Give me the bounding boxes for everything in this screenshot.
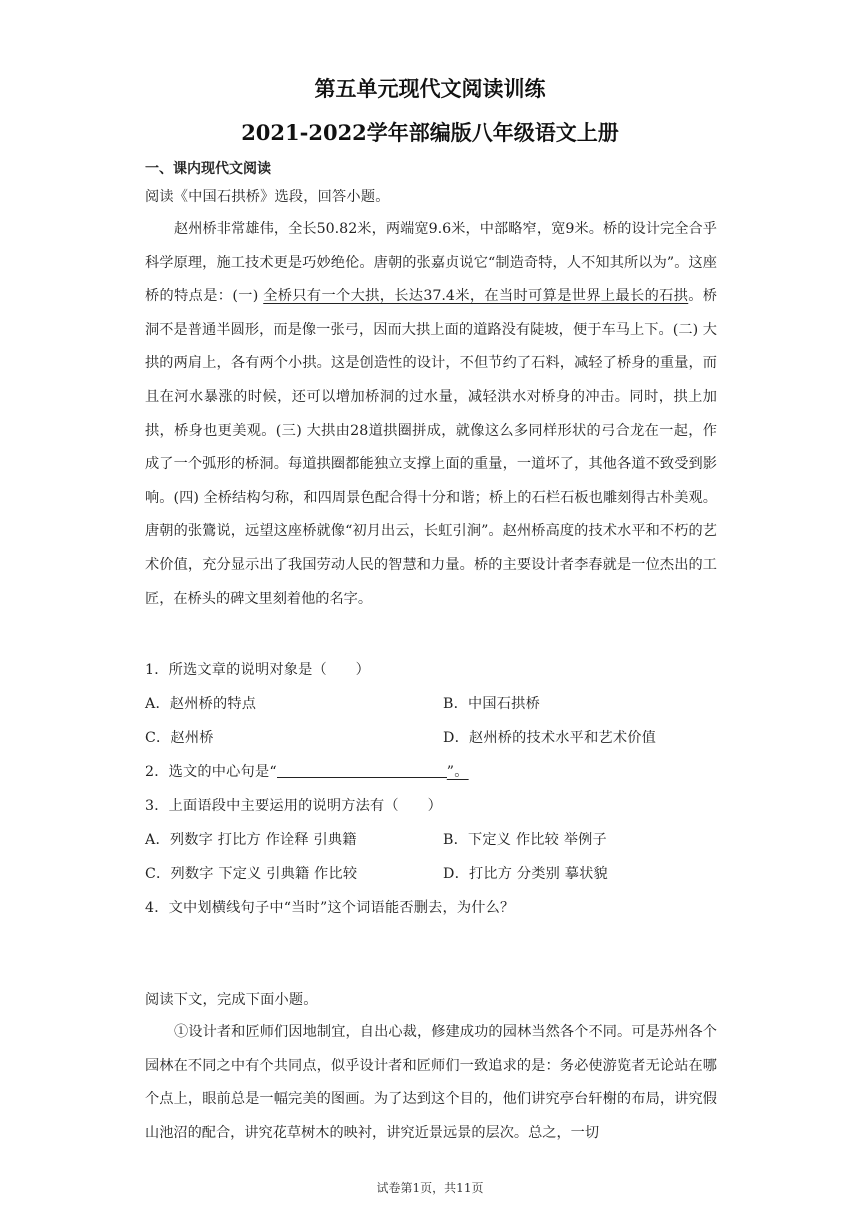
page-footer: 试卷第1页，共11页 — [376, 1181, 484, 1195]
passage-paragraph-1: ①设计者和匠师们因地制宜，自出心裁，修建成功的园林当然各个不同。可是苏州各个园林在不同之中有个共同点，似乎设计者和匠师们一致追求的是：务必使游览者无论站在哪个点上，眼前总是一幅完美的图画。为了达到这个目的，他们讲究亭台轩榭的布局，讲究假山池沼的配合，讲究花草树木的映衬，讲究近景远景的层次。总之，一切 — [145, 1024, 717, 1141]
passage-suzhou-gardens — [145, 1016, 717, 1150]
q3-option-d[interactable]: D．打比方 分类别 摹状貌 — [443, 866, 608, 882]
section-heading: 一、课内现代文阅读 — [145, 161, 271, 177]
page-subtitle: 2021-2022学年部编版八年级语文上册 — [241, 120, 619, 145]
reading-instruction: 阅读《中国石拱桥》选段，回答小题。 — [145, 189, 390, 205]
underlined-sentence: 全桥只有一个大拱，长达37.4米，在当时可算是世界上最长的石拱 — [263, 288, 689, 305]
q2-prefix: 2．选文的中心句是“ — [145, 764, 277, 780]
question-2 — [145, 761, 469, 781]
passage-zhaozhou-bridge — [145, 213, 717, 616]
reading-instruction-2: 阅读下文，完成下面小题。 — [145, 992, 318, 1008]
page-title: 第五单元现代文阅读训练 — [314, 76, 546, 101]
q3-option-c[interactable]: C．列数字 下定义 引典籍 作比较 — [145, 866, 358, 882]
q3-option-b[interactable]: B．下定义 作比较 举例子 — [443, 832, 607, 848]
answer-blank[interactable] — [277, 763, 447, 778]
question-3: 3．上面语段中主要运用的说明方法有（ ） — [145, 798, 442, 814]
question-4: 4．文中划横线句子中“当时”这个词语能否删去，为什么？ — [145, 900, 515, 916]
passage-text: 。桥洞不是普通半圆形，而是像一张弓，因而大拱上面的道路没有陡坡，便于车马上下。(二) 大拱的两肩上，各有两个小拱。这是创造性的设计，不但节约了石料，减轻了桥身的重量，而且在河水暴涨的时候，还可以增加桥洞的过水量，减轻洪水对桥身的冲击。同时，拱上加拱，桥身也更美观。(三) 大拱由28道拱圈拼成，就像这么多同样形状的弓合龙在一起，作成了一个弧形的桥洞。每道拱圈都能独立支撑上面的重量，一道坏了，其他各道不致受到影响。(四) 全桥结构匀称，和四周景色配合得十分和谐；桥上的石栏石板也雕刻得古朴美观。唐朝的张鷟说，远望这座桥就像“初月出云，长虹引涧”。赵州桥高度的技术水平和不朽的艺术价值，充分显示出了我国劳动人民的智慧和力量。桥的主要设计者李春就是一位杰出的工匠，在桥头的碑文里刻着他的名字。 — [145, 288, 717, 607]
q2-suffix: ”。 — [446, 764, 469, 780]
q3-option-a[interactable]: A．列数字 打比方 作诠释 引典籍 — [145, 832, 357, 848]
question-1: 1．所选文章的说明对象是（ ） — [145, 662, 371, 678]
q1-option-a[interactable]: A．赵州桥的特点 — [145, 696, 257, 712]
q1-option-b[interactable]: B．中国石拱桥 — [443, 696, 540, 712]
q1-option-c[interactable]: C．赵州桥 — [145, 730, 214, 746]
passage-text: 赵州桥非常雄伟，全长50.82米，两端宽9.6米，中部略窄，宽9米。桥的设计完全合乎科学原理，施工技术更是巧妙绝伦。唐朝的张嘉贞说它“制造奇特，人不知其所以为”。这座桥的特点是：(一) — [145, 221, 717, 305]
q1-option-d[interactable]: D．赵州桥的技术水平和艺术价值 — [443, 730, 657, 746]
